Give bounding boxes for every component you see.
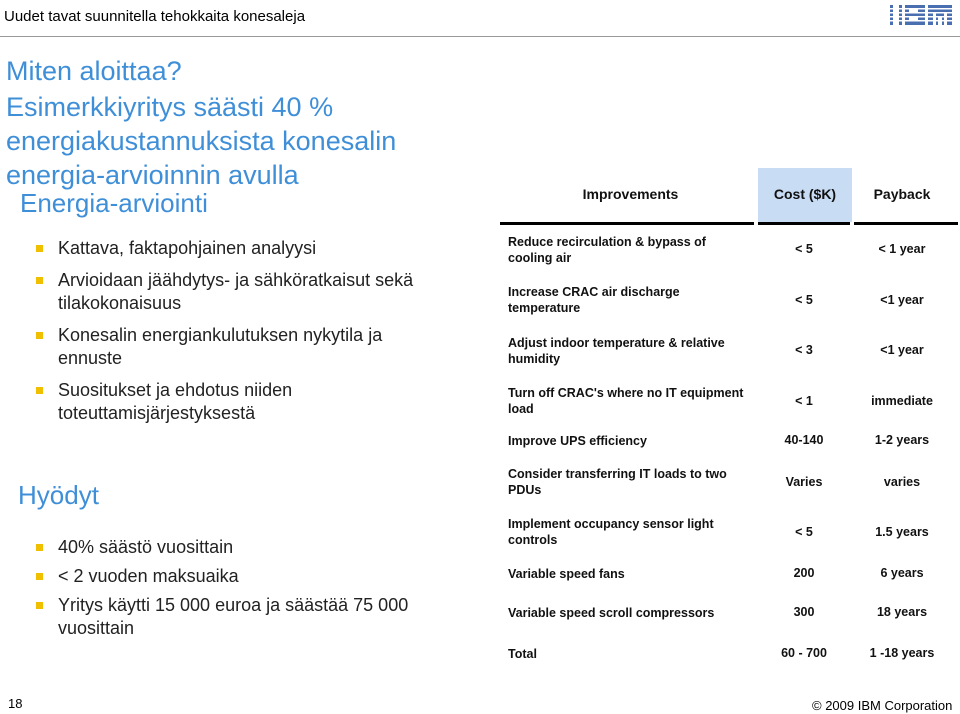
list-item xyxy=(20,594,450,640)
header-rule xyxy=(758,222,850,225)
table-cell-payback: <1 year xyxy=(880,293,924,307)
table-cell-payback: immediate xyxy=(871,394,933,408)
list-item xyxy=(20,324,440,370)
list-item-text: < 2 vuoden maksuaika xyxy=(58,566,239,586)
header-divider xyxy=(0,36,960,37)
page-number: 18 xyxy=(8,696,23,711)
header-title: Uudet tavat suunnitella tehokkaita konesaleja xyxy=(4,8,306,25)
table-cell-improvement: Variable speed scroll compressors xyxy=(508,606,715,620)
table-cell-payback: 6 years xyxy=(880,566,924,580)
table-cell-cost: 300 xyxy=(793,605,815,619)
table-cell-total-cost: 60 - 700 xyxy=(781,646,827,660)
energia-bullet-list xyxy=(20,237,440,434)
table-cell-payback: <1 year xyxy=(880,343,924,357)
table-cell-payback: 18 years xyxy=(876,605,928,619)
top-bar xyxy=(0,0,960,38)
list-item xyxy=(20,536,450,559)
ibm-logo xyxy=(888,2,954,28)
section-heading-energia: Energia-arviointi xyxy=(20,188,208,218)
list-item-text: Suositukset ja ehdotus niiden toteuttamisjärjestyksestä xyxy=(58,380,293,423)
bullet-icon xyxy=(36,245,43,252)
table-cell-payback: 1.5 years xyxy=(875,525,929,539)
section-heading-hyodyt: Hyödyt xyxy=(18,480,99,510)
table-cell-cost: Varies xyxy=(785,475,823,489)
table-cell-improvement: Adjust indoor temperature & relative humidity xyxy=(508,336,725,366)
table-cell-total-label: Total xyxy=(508,647,537,661)
list-item xyxy=(20,237,440,260)
list-item-text: Yritys käytti 15 000 euroa ja säästää 75 000 vuosittain xyxy=(58,595,409,638)
table-cell-improvement: Implement occupancy sensor light controls xyxy=(508,517,714,547)
list-item xyxy=(20,379,440,425)
bullet-icon xyxy=(36,332,43,339)
header-rule xyxy=(500,222,754,225)
table-cell-improvement: Variable speed fans xyxy=(508,567,625,581)
slide-title-line1: Miten aloittaa? xyxy=(6,56,182,86)
table-cell-cost: < 1 xyxy=(795,394,813,408)
table-cell-improvement: Increase CRAC air discharge temperature xyxy=(508,285,680,315)
table-cell-improvement: Turn off CRAC's where no IT equipment load xyxy=(508,386,744,416)
table-cell-total-payback: 1 -18 years xyxy=(869,646,935,660)
list-item-text: 40% säästö vuosittain xyxy=(58,537,234,557)
table-header-cost: Cost ($K) xyxy=(773,186,837,202)
slide-title-line2: Esimerkkiyritys säästi 40 % energiakustannuksista konesalin energia-arvioinnin avulla xyxy=(6,92,397,190)
bullet-icon xyxy=(36,387,43,394)
bullet-icon xyxy=(36,602,43,609)
table-cell-improvement: Consider transferring IT loads to two PDUs xyxy=(508,467,727,497)
bullet-icon xyxy=(36,573,43,580)
list-item-text: Kattava, faktapohjainen analyysi xyxy=(58,238,317,258)
table-cell-cost: < 3 xyxy=(795,343,813,357)
header-rule xyxy=(854,222,958,225)
list-item xyxy=(20,269,440,315)
table-cell-cost: < 5 xyxy=(795,525,813,539)
table-cell-payback: < 1 year xyxy=(878,242,926,256)
table-cell-cost: 200 xyxy=(793,566,815,580)
table-header-improvements: Improvements xyxy=(582,186,679,202)
hyodyt-bullet-list xyxy=(20,536,450,646)
table-cell-cost: 40-140 xyxy=(784,433,824,447)
table-cell-payback: varies xyxy=(883,475,921,489)
list-item-text: Konesalin energiankulutuksen nykytila ja ennuste xyxy=(58,325,383,368)
table-cell-improvement: Reduce recirculation & bypass of cooling air xyxy=(508,235,706,265)
table-cell-improvement: Improve UPS efficiency xyxy=(508,434,647,448)
table-cell-cost: < 5 xyxy=(795,293,813,307)
copyright: © 2009 IBM Corporation xyxy=(812,698,953,713)
list-item-text: Arvioidaan jäähdytys- ja sähköratkaisut sekä tilakokonaisuus xyxy=(58,270,414,313)
table-cell-cost: < 5 xyxy=(795,242,813,256)
bullet-icon xyxy=(36,277,43,284)
list-item xyxy=(20,565,450,588)
bullet-icon xyxy=(36,544,43,551)
table-header-payback: Payback xyxy=(873,186,931,202)
table-cell-payback: 1-2 years xyxy=(874,433,930,447)
